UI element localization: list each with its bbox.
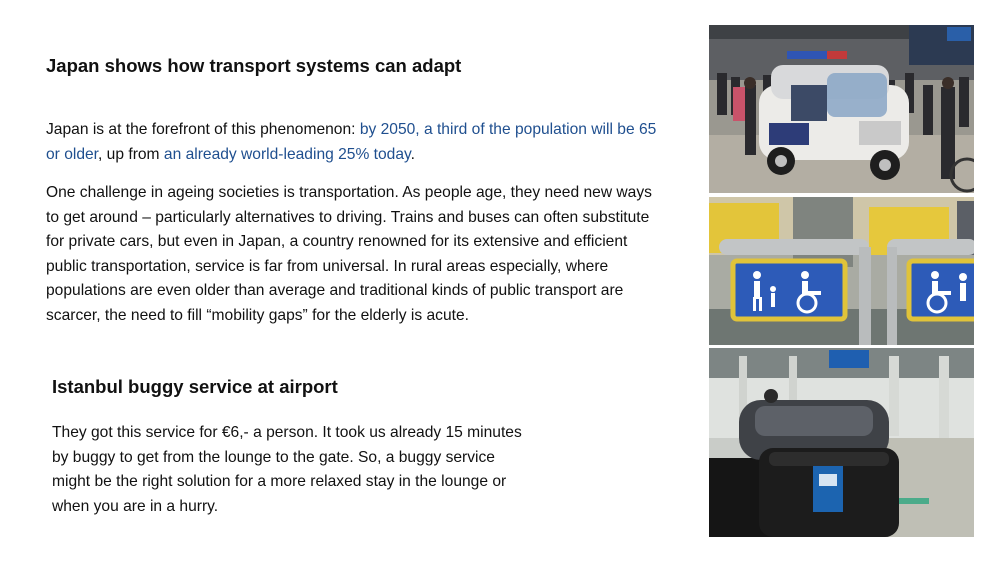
world-leading-link[interactable]: an already world-leading 25% today — [163, 145, 411, 163]
intro-prefix: Japan is at the forefront of this phenomenon: — [46, 121, 360, 138]
airport-buggy-photo — [709, 348, 974, 537]
accessibility-gate-photo — [709, 197, 974, 345]
japan-intro-paragraph — [46, 118, 666, 167]
istanbul-section-title: Istanbul buggy service at airport — [52, 376, 338, 397]
japan-section-title: Japan shows how transport systems can adapt — [46, 55, 462, 76]
police-buggy-photo — [709, 25, 974, 193]
population-2050-link[interactable]: by 2050, a third of the population will be 65 or older — [46, 121, 657, 163]
intro-middle: , up from — [98, 145, 164, 163]
istanbul-paragraph: They got this service for €6,- a person. It took us already 15 minutes by buggy to get from the lounge to the gate. So, a buggy service might be the right solution for a more relaxed stay in the lounge or when you are in a hurry. — [52, 424, 522, 515]
transportation-challenge-paragraph: One challenge in ageing societies is transportation. As people age, they need new ways to get around – particularly alternatives to driving. Trains and buses can often substitute for private cars, but even in Japan, a country renowned for its extensive and efficient public transportation, service is far from universal. In rural areas especially, where populations are even older than average and traditional kinds of public transport are scarcer, the need to fill “mobility gaps” for the elderly is acute. — [46, 184, 652, 324]
intro-suffix: . — [410, 145, 416, 163]
